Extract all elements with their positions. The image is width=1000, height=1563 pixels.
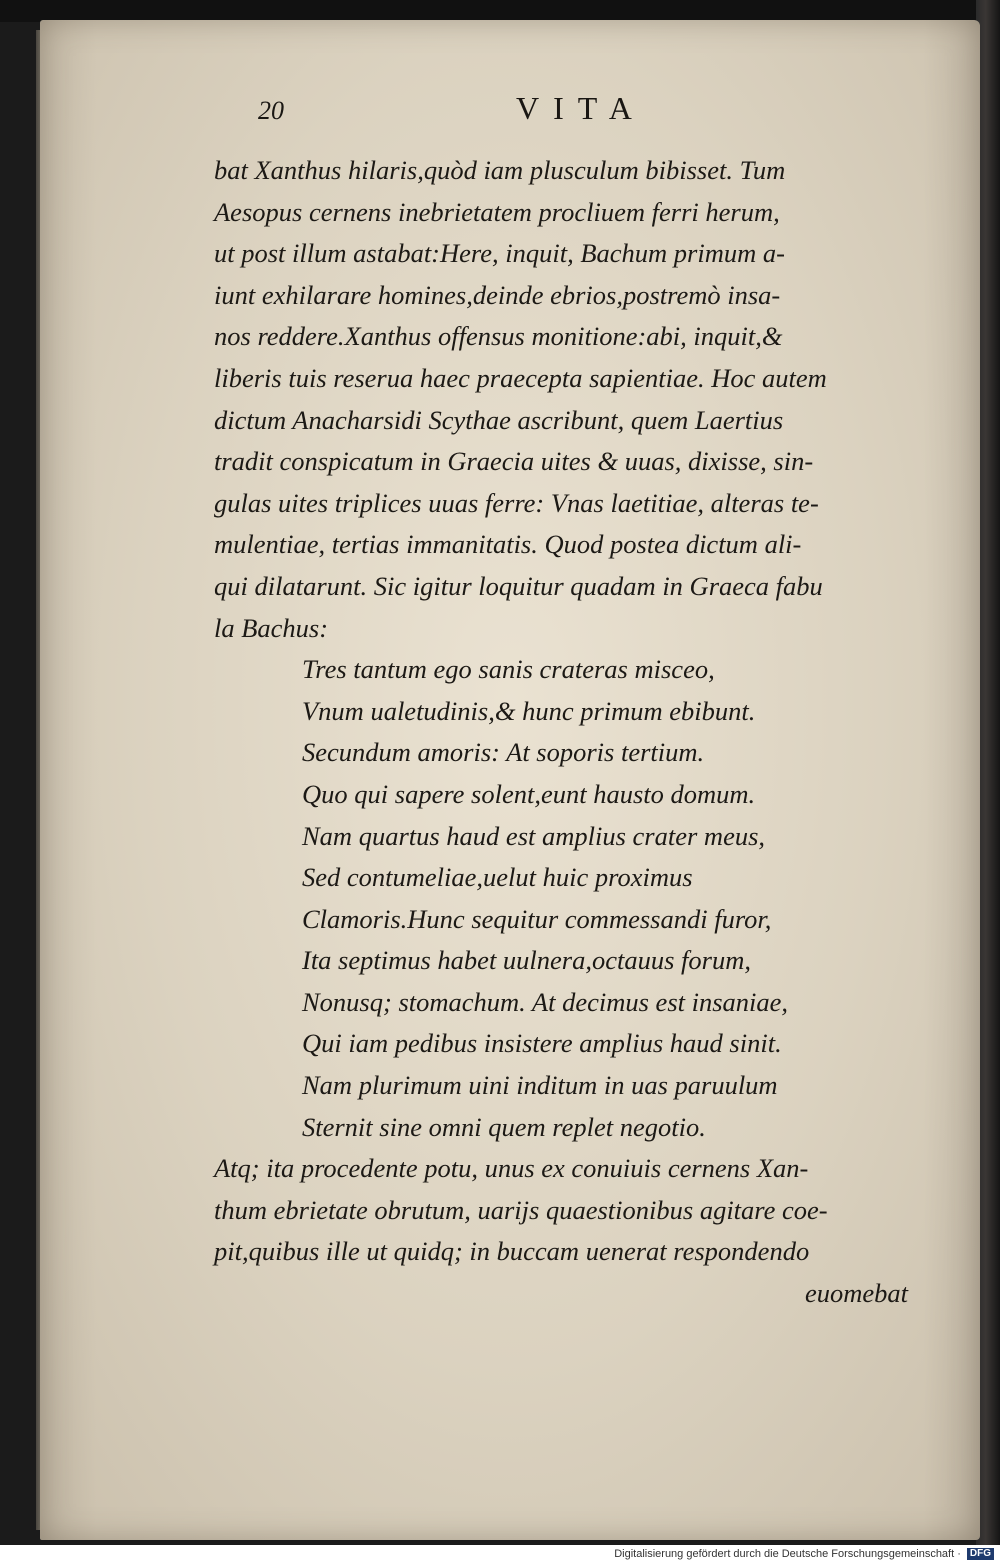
text-line: qui dilatarunt. Sic igitur loquitur quadam in Graeca fabu [214,570,823,601]
text-line: iunt exhilarare homines,deinde ebrios,postremò insa- [214,279,781,310]
text-line: Atq; ita procedente potu, unus ex conuiuis cernens Xan- [214,1153,809,1184]
verse-block [214,649,914,1148]
verse-line: Qui iam pedibus insistere amplius haud sinit. [302,1028,782,1059]
catchword: euomebat [804,1278,908,1309]
verse-line: Quo qui sapere solent,eunt hausto domum. [302,778,756,809]
running-title: VITA [516,90,646,126]
text-line: tradit conspicatum in Graecia uites & uuas, dixisse, sin- [214,446,814,477]
text-line: pit,quibus ille ut quidq; in buccam uenerat respondendo [214,1236,810,1267]
dfg-logo: DFG [967,1548,994,1560]
text-line: gulas uites triplices uuas ferre: Vnas laetitiae, alteras te- [214,487,819,518]
prose-block [214,150,914,649]
text-line: nos reddere.Xanthus offensus monitione:abi, inquit,& [214,321,783,352]
verse-line: Sternit sine omni quem replet negotio. [302,1111,706,1142]
verse-line: Tres tantum ego sanis crateras misceo, [302,654,715,685]
closing-block [214,1148,914,1314]
verse-line: Vnum ualetudinis,& hunc primum ebibunt. [302,695,756,726]
verse-line: Nonusq; stomachum. At decimus est insaniae, [302,986,789,1017]
text-line: dictum Anacharsidi Scythae ascribunt, quem Laertius [214,404,784,435]
verse-line: Nam quartus haud est amplius crater meus, [302,820,766,851]
verse-line: Clamoris.Hunc sequitur commessandi furor, [302,903,772,934]
page-body [214,150,914,1315]
page-number: 20 [258,96,284,125]
text-line: ut post illum astabat:Here, inquit, Bachum primum a- [214,238,785,269]
digitization-credit [0,1545,1000,1563]
verse-line: Ita septimus habet uulnera,octauus forum, [302,945,751,976]
text-line: mulentiae, tertias immanitatis. Quod postea dictum ali- [214,529,802,560]
verse-line: Nam plurimum uini inditum in uas paruulum [302,1070,778,1101]
text-line: bat Xanthus hilaris,quòd iam plusculum bibisset. Tum [214,155,786,185]
verse-line: Secundum amoris: At soporis tertium. [302,737,705,768]
text-line: thum ebrietate obrutum, uarijs quaestionibus agitare coe- [214,1194,828,1225]
book-binding-top [0,0,1000,22]
verse-line: Sed contumeliae,uelut huic proximus [302,862,693,893]
text-line: Aesopus cernens inebrietatem procliuem ferri herum, [214,196,780,227]
credit-text: Digitalisierung gefördert durch die Deutsche Forschungsgemeinschaft · [614,1548,961,1560]
text-line: liberis tuis reserua haec praecepta sapientiae. Hoc autem [214,362,827,393]
text-line: la Bachus: [214,612,329,643]
